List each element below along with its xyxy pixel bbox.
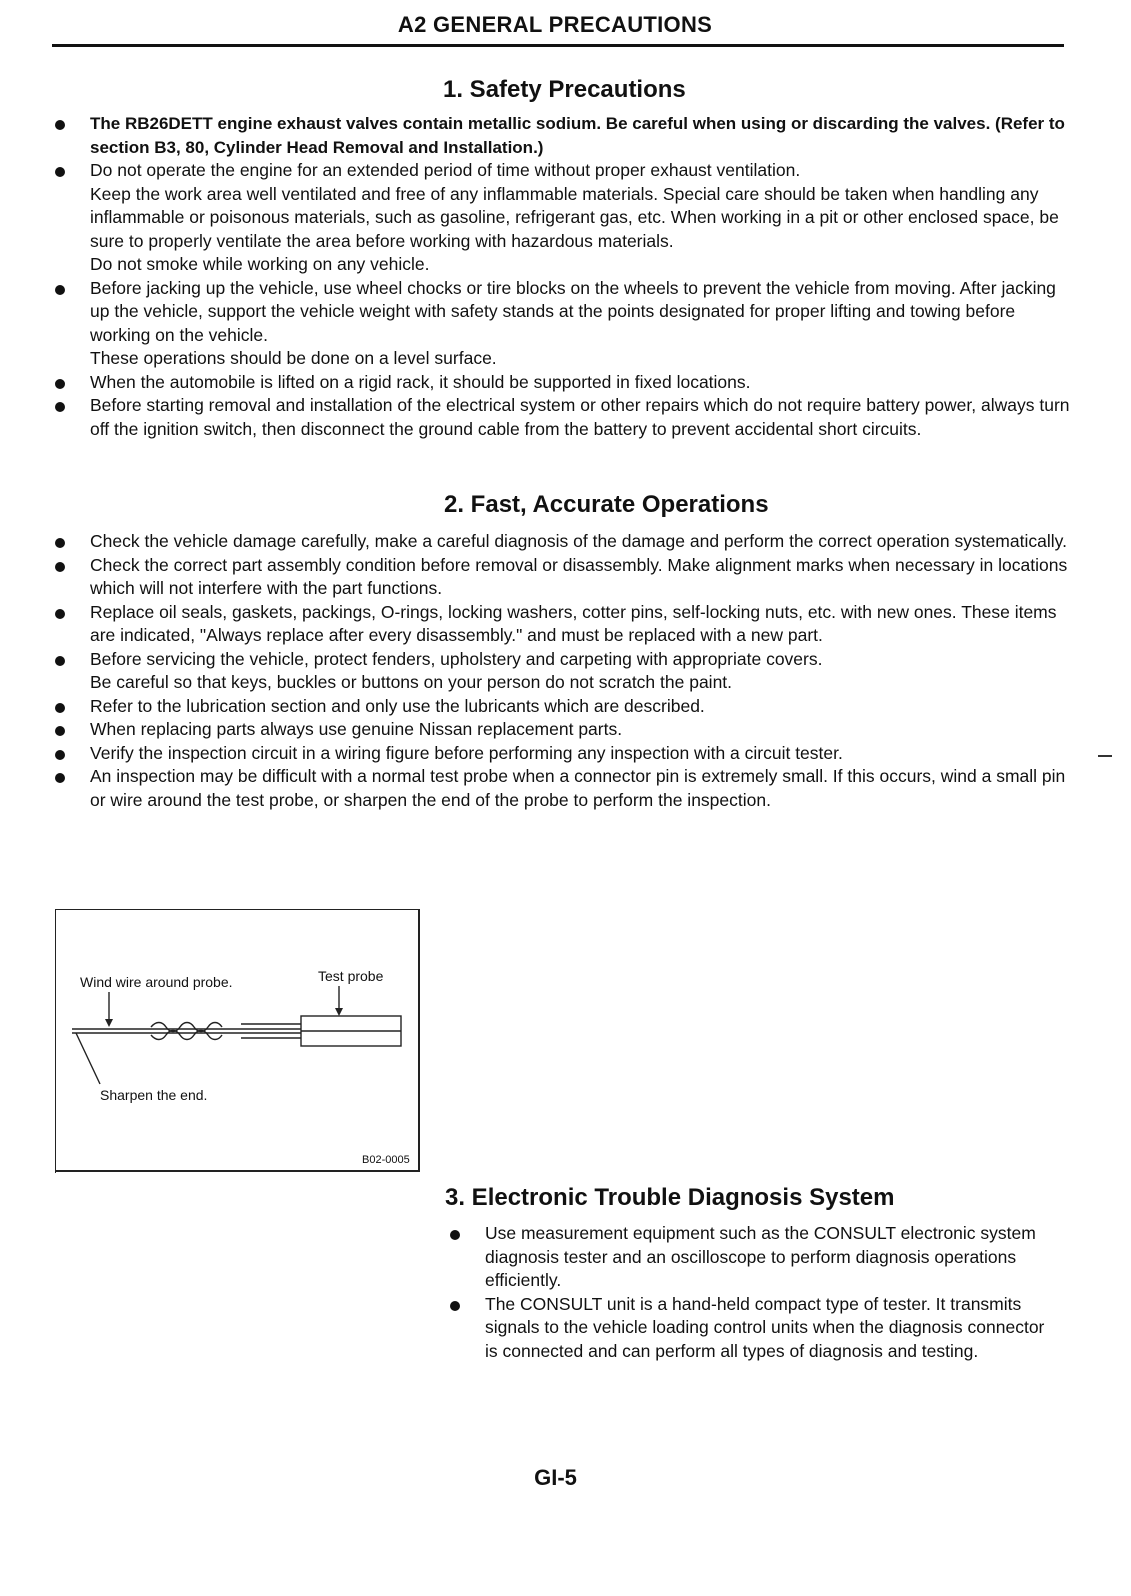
probe-figure xyxy=(55,909,420,1173)
bullet-icon xyxy=(450,1230,460,1240)
figure-border xyxy=(55,1170,419,1172)
list-item xyxy=(52,530,1072,554)
bullet-text: Do not smoke while working on any vehicle. xyxy=(90,254,430,274)
bullet-text: Use measurement equipment such as the CONSULT electronic system diagnosis tester and an oscilloscope to perform diagnosis operations efficiently. xyxy=(485,1223,1036,1290)
section-heading-safety: 1. Safety Precautions xyxy=(443,76,686,103)
safety-bullet-list xyxy=(52,112,1072,441)
list-item xyxy=(447,1293,1057,1364)
bullet-text: Replace oil seals, gaskets, packings, O-rings, locking washers, cotter pins, self-locking nuts, etc. with new ones. These items are indicated, "Always replace after every disassembly." and must be replaced with a new part. xyxy=(90,601,1057,645)
list-item xyxy=(52,648,1072,695)
bullet-icon xyxy=(55,379,65,389)
page-header xyxy=(52,8,1064,47)
list-item xyxy=(52,277,1072,371)
arrowhead xyxy=(335,1008,343,1016)
bullet-icon xyxy=(55,167,65,177)
bullet-text: Before jacking up the vehicle, use wheel chocks or tire blocks on the wheels to prevent the vehicle from moving. After jacking up the vehicle, support the vehicle weight with safety stands at the points designated for proper lifting and towing before working on the vehicle. xyxy=(90,277,1056,345)
figure-code: B02-0005 xyxy=(362,1154,410,1166)
list-item xyxy=(52,394,1072,441)
list-item xyxy=(52,718,1072,742)
bullet-text: When replacing parts always use genuine Nissan replacement parts. xyxy=(90,719,623,739)
bullet-icon xyxy=(55,562,65,572)
list-item xyxy=(52,601,1072,648)
coil-wire xyxy=(151,1023,222,1032)
list-item xyxy=(447,1222,1057,1293)
bullet-text: Check the correct part assembly condition before removal or disassembly. Make alignment marks when necessary in locations which will not interfere with the part functions. xyxy=(90,554,1068,598)
pointer-sharpen xyxy=(76,1033,100,1084)
bullet-text: The RB26DETT engine exhaust valves contain metallic sodium. Be careful when using or discarding the valves. (Refer to section B3, 80, Cylinder Head Removal and Installation.) xyxy=(90,114,1065,157)
bullet-icon xyxy=(450,1301,460,1311)
section-heading-diagnosis: 3. Electronic Trouble Diagnosis System xyxy=(445,1184,895,1211)
bullet-icon xyxy=(55,285,65,295)
bullet-icon xyxy=(55,120,65,130)
bullet-icon xyxy=(55,750,65,760)
bullet-icon xyxy=(55,773,65,783)
bullet-icon xyxy=(55,656,65,666)
list-item xyxy=(52,554,1072,601)
bullet-text: An inspection may be difficult with a normal test probe when a connector pin is extremely small. If this occurs, wind a small pin or wire around the test probe, or sharpen the end of the probe to perform the inspection. xyxy=(90,766,1066,810)
list-item xyxy=(52,159,1072,277)
section-heading-operations: 2. Fast, Accurate Operations xyxy=(444,491,769,518)
list-item xyxy=(52,742,1072,766)
list-item xyxy=(52,695,1072,719)
figure-label-test-probe: Test probe xyxy=(318,968,384,984)
bullet-text: Check the vehicle damage carefully, make a careful diagnosis of the damage and perform the correct operation systematically. xyxy=(90,531,1067,551)
bullet-icon xyxy=(55,402,65,412)
bullet-icon xyxy=(55,726,65,736)
bullet-text: Do not operate the engine for an extended period of time without proper exhaust ventilation. xyxy=(90,160,801,180)
bullet-text: Keep the work area well ventilated and free of any inflammable materials. Special care should be taken when handling any inflammable or poisonous materials, such as gasoline, refrigerant gas, etc. When working in a pit or other enclosed space, be sure to properly ventilate the area before working with hazardous materials. xyxy=(90,183,1059,251)
bullet-text: Before servicing the vehicle, protect fenders, upholstery and carpeting with appropriate covers. xyxy=(90,648,823,669)
list-item xyxy=(52,765,1072,812)
bullet-text: Refer to the lubrication section and only use the lubricants which are described. xyxy=(90,695,705,716)
bullet-text: When the automobile is lifted on a rigid rack, it should be supported in fixed locations. xyxy=(90,371,751,392)
arrowhead xyxy=(105,1019,113,1027)
probe-drawing xyxy=(56,910,420,1173)
bullet-icon xyxy=(55,538,65,548)
list-item xyxy=(52,371,1072,395)
diagnosis-bullet-list xyxy=(447,1222,1057,1363)
bullet-text: Be careful so that keys, buckles or buttons on your person do not scratch the paint. xyxy=(90,672,733,692)
page-number: GI-5 xyxy=(534,1465,577,1490)
bullet-text: The CONSULT unit is a hand-held compact type of tester. It transmits signals to the vehicle loading control units when the diagnosis connector is connected and can perform all types of diagnosis and testing. xyxy=(485,1293,1045,1361)
operations-bullet-list xyxy=(52,530,1072,812)
bullet-text: These operations should be done on a level surface. xyxy=(90,348,497,368)
figure-label-wind: Wind wire around probe. xyxy=(80,974,233,990)
bullet-icon xyxy=(55,703,65,713)
bullet-text: Before starting removal and installation of the electrical system or other repairs which do not require battery power, always turn off the ignition switch, then disconnect the ground cable from the battery to prevent accidental short circuits. xyxy=(90,395,1070,439)
margin-mark xyxy=(1098,755,1112,757)
coil-wire xyxy=(151,1031,222,1040)
figure-border xyxy=(418,909,420,1172)
bullet-icon xyxy=(55,609,65,619)
page-title: A2 GENERAL PRECAUTIONS xyxy=(397,12,713,37)
figure-label-sharpen: Sharpen the end. xyxy=(100,1087,208,1103)
list-item xyxy=(52,112,1072,159)
bullet-text: Verify the inspection circuit in a wiring figure before performing any inspection with a circuit tester. xyxy=(90,742,843,763)
